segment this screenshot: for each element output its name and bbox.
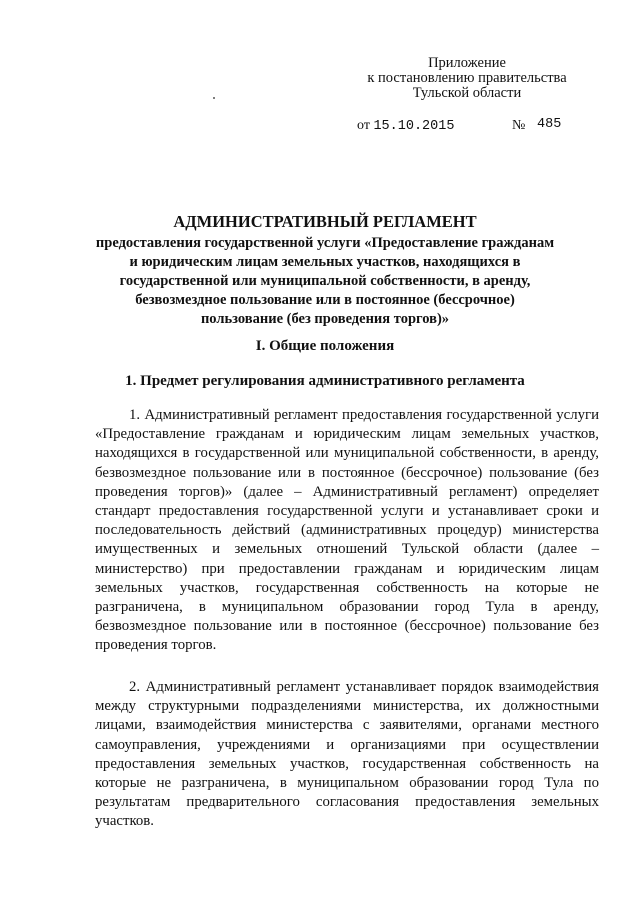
- subsection-heading: 1. Предмет регулирования административного регламента: [125, 373, 525, 389]
- decree-date-number: [357, 118, 577, 135]
- scan-speck: [213, 97, 215, 99]
- paragraph-2: 2. Административный регламент устанавливает порядок взаимодействия между структурными подразделениями министерства, их должностными лицами, взаимодействия министерства с заявителями, органами местного самоуправления, учреждениями и организациями при осуществлении предоставления земельных участков, государственная собственность на которые не разграничена, в муниципальном образовании город Тула по результатам предварительного согласования предоставления земельных участков.: [95, 679, 599, 830]
- appendix-line-2: к постановлению правительства: [367, 70, 567, 86]
- paragraph-1: 1. Административный регламент предоставления государственной услуги «Предоставление гражданам и юридическим лицам земельных участков, находящихся в государственной или муниципальной собственности, в аренду, безвозмездное пользование или в постоянное (бессрочное) пользование (без проведения торгов)» (далее – Административный регламент) определяет стандарт предоставления государственной услуги и устанавливает сроки и последовательность действий (административных процедур) министерства имущественных и земельных отношений Тульской области (далее – министерство) при предоставлении гражданам и юридическим лицам земельных участков, государственная собственность на которые не разграничена, в муниципальном образовании город Тула в аренду, безвозмездное пользование или в постоянное (бессрочное) пользование без проведения торгов.: [95, 407, 599, 654]
- appendix-line-1: Приложение: [428, 55, 506, 71]
- document-title-block: [95, 212, 555, 329]
- document-subtitle: предоставления государственной услуги «Предоставление гражданам и юридическим лицам земельных участков, находящихся в государственной или муниципальной собственности, в аренду, безвозмездное пользование или в постоянное (бессрочное) пользование (без проведения торгов)»: [95, 235, 555, 327]
- decree-number: 485: [537, 117, 562, 132]
- section-heading: I. Общие положения: [255, 338, 395, 354]
- appendix-header: [352, 56, 582, 101]
- appendix-line-3: Тульской области: [412, 85, 522, 101]
- date-prefix: от: [357, 118, 370, 133]
- decree-date: 15.10.2015: [373, 119, 455, 134]
- number-label: №: [512, 118, 526, 133]
- document-title: АДМИНИСТРАТИВНЫЙ РЕГЛАМЕНТ: [173, 212, 477, 231]
